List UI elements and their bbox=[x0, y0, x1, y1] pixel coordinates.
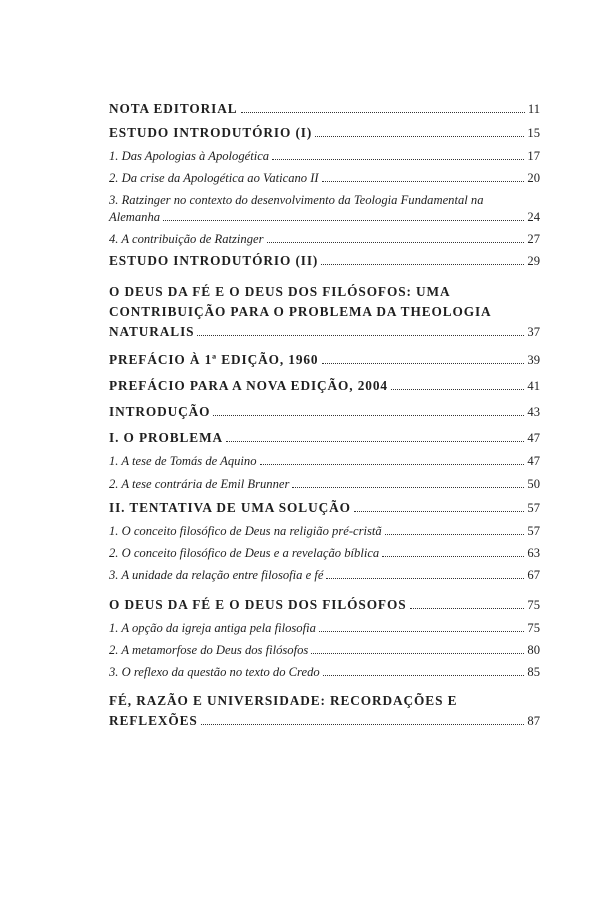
toc-entry bbox=[109, 404, 540, 420]
dot-leader bbox=[272, 159, 524, 160]
toc-entry bbox=[109, 597, 540, 613]
toc-entry bbox=[109, 665, 540, 680]
toc-entry-page: 50 bbox=[527, 477, 540, 491]
dot-leader bbox=[321, 264, 524, 265]
toc-entry-title: 4. A contribuição de Ratzinger bbox=[109, 232, 264, 246]
toc-entry-page: 11 bbox=[527, 102, 540, 116]
toc-entry bbox=[109, 568, 540, 583]
toc-entry-title: 3. A unidade da relação entre filosofia e fé bbox=[109, 568, 324, 582]
dot-leader bbox=[292, 487, 524, 488]
toc-entry-title-line: 3. Ratzinger no contexto do desenvolvimento da Teologia Fundamental na bbox=[109, 193, 484, 207]
toc-entry-page: 24 bbox=[527, 210, 540, 224]
dot-leader bbox=[163, 220, 524, 221]
dot-leader bbox=[391, 389, 524, 390]
dot-leader bbox=[322, 363, 525, 364]
toc-entry bbox=[109, 149, 540, 164]
toc-entry-page: 47 bbox=[527, 431, 540, 445]
toc-entry-page: 75 bbox=[527, 621, 540, 635]
toc-entry-title: NOTA EDITORIAL bbox=[109, 101, 238, 116]
toc-entry-title: 1. Das Apologias à Apologética bbox=[109, 149, 270, 163]
dot-leader bbox=[213, 415, 524, 416]
toc-entry bbox=[109, 193, 540, 225]
dot-leader bbox=[226, 441, 524, 442]
toc-entry bbox=[109, 546, 540, 561]
toc-entry-title: II. TENTATIVA DE UMA SOLUÇÃO bbox=[109, 500, 351, 515]
toc-entry bbox=[109, 232, 540, 247]
toc-entry-page: 57 bbox=[527, 524, 540, 538]
toc-entry-title: 2. A tese contrária de Emil Brunner bbox=[109, 477, 290, 491]
dot-leader bbox=[267, 242, 525, 243]
toc-entry-page: 47 bbox=[527, 454, 540, 468]
toc-entry-page: 57 bbox=[527, 501, 540, 515]
dot-leader bbox=[197, 335, 524, 336]
toc-entry-page: 29 bbox=[527, 254, 540, 268]
toc-entry-title: 1. O conceito filosófico de Deus na religião pré-cristã bbox=[109, 524, 382, 538]
toc-entry-page: 39 bbox=[527, 353, 540, 367]
dot-leader bbox=[326, 578, 524, 579]
toc-entry-page: 63 bbox=[527, 546, 540, 560]
dot-leader bbox=[410, 608, 525, 609]
toc-entry bbox=[109, 125, 540, 141]
toc-entry-title-line: CONTRIBUIÇÃO PARA O PROBLEMA DA THEOLOGIA bbox=[109, 304, 492, 319]
toc-entry-title: ESTUDO INTRODUTÓRIO (I) bbox=[109, 125, 313, 140]
toc-entry bbox=[109, 352, 540, 368]
toc-entry-title: 1. A tese de Tomás de Aquino bbox=[109, 454, 257, 468]
dot-leader bbox=[323, 675, 525, 676]
dot-leader bbox=[241, 112, 525, 113]
toc-entry-title: INTRODUÇÃO bbox=[109, 404, 211, 419]
toc-entry bbox=[109, 477, 540, 492]
toc-entry-page: 67 bbox=[527, 568, 540, 582]
dot-leader bbox=[315, 136, 524, 137]
toc-entry-page: 75 bbox=[527, 598, 540, 612]
toc-entry-title: 2. O conceito filosófico de Deus e a revelação bíblica bbox=[109, 546, 380, 560]
toc-entry bbox=[109, 643, 540, 658]
toc-entry-page: 87 bbox=[527, 714, 540, 728]
dot-leader bbox=[319, 631, 525, 632]
toc-entry-page: 17 bbox=[527, 149, 540, 163]
dot-leader bbox=[354, 511, 525, 512]
toc-entry-page: 37 bbox=[527, 325, 540, 339]
toc-entry bbox=[109, 284, 540, 340]
toc-entry-title: O DEUS DA FÉ E O DEUS DOS FILÓSOFOS bbox=[109, 597, 407, 612]
toc-entry-title: 3. O reflexo da questão no texto do Credo bbox=[109, 665, 320, 679]
toc-entry-title-line: O DEUS DA FÉ E O DEUS DOS FILÓSOFOS: UMA bbox=[109, 284, 451, 299]
toc-entry bbox=[109, 621, 540, 636]
toc-entry-page: 27 bbox=[527, 232, 540, 246]
toc-entry-title: REFLEXÕES bbox=[109, 713, 198, 728]
toc-entry bbox=[109, 171, 540, 186]
toc-entry bbox=[109, 500, 540, 516]
toc-entry-page: 43 bbox=[527, 405, 540, 419]
toc-entry-page: 85 bbox=[527, 665, 540, 679]
toc-entry-title: Alemanha bbox=[109, 210, 161, 224]
toc-entry-title: ESTUDO INTRODUTÓRIO (II) bbox=[109, 253, 319, 268]
dot-leader bbox=[322, 181, 525, 182]
toc-entry-title-line: FÉ, RAZÃO E UNIVERSIDADE: RECORDAÇÕES E bbox=[109, 693, 458, 708]
toc-entry-title: 2. A metamorfose do Deus dos filósofos bbox=[109, 643, 309, 657]
toc-entry bbox=[109, 430, 540, 446]
toc-entry bbox=[109, 454, 540, 469]
toc-entry bbox=[109, 693, 540, 729]
toc-entry-title: I. O PROBLEMA bbox=[109, 430, 224, 445]
toc-entry bbox=[109, 378, 540, 394]
toc-entry bbox=[109, 524, 540, 539]
dot-leader bbox=[382, 556, 524, 557]
toc-entry-page: 15 bbox=[527, 126, 540, 140]
table-of-contents bbox=[109, 101, 540, 729]
toc-entry-title: 1. A opção da igreja antiga pela filosofia bbox=[109, 621, 316, 635]
toc-entry-title: PREFÁCIO À 1ª EDIÇÃO, 1960 bbox=[109, 352, 319, 367]
toc-entry bbox=[109, 253, 540, 269]
dot-leader bbox=[260, 464, 525, 465]
dot-leader bbox=[201, 724, 525, 725]
toc-entry-page: 80 bbox=[527, 643, 540, 657]
toc-entry-page: 41 bbox=[527, 379, 540, 393]
toc-entry-title: PREFÁCIO PARA A NOVA EDIÇÃO, 2004 bbox=[109, 378, 388, 393]
dot-leader bbox=[385, 534, 525, 535]
toc-entry-title: 2. Da crise da Apologética ao Vaticano II bbox=[109, 171, 319, 185]
toc-entry-title: NATURALIS bbox=[109, 324, 195, 339]
toc-entry-page: 20 bbox=[527, 171, 540, 185]
dot-leader bbox=[311, 653, 524, 654]
toc-entry bbox=[109, 101, 540, 117]
